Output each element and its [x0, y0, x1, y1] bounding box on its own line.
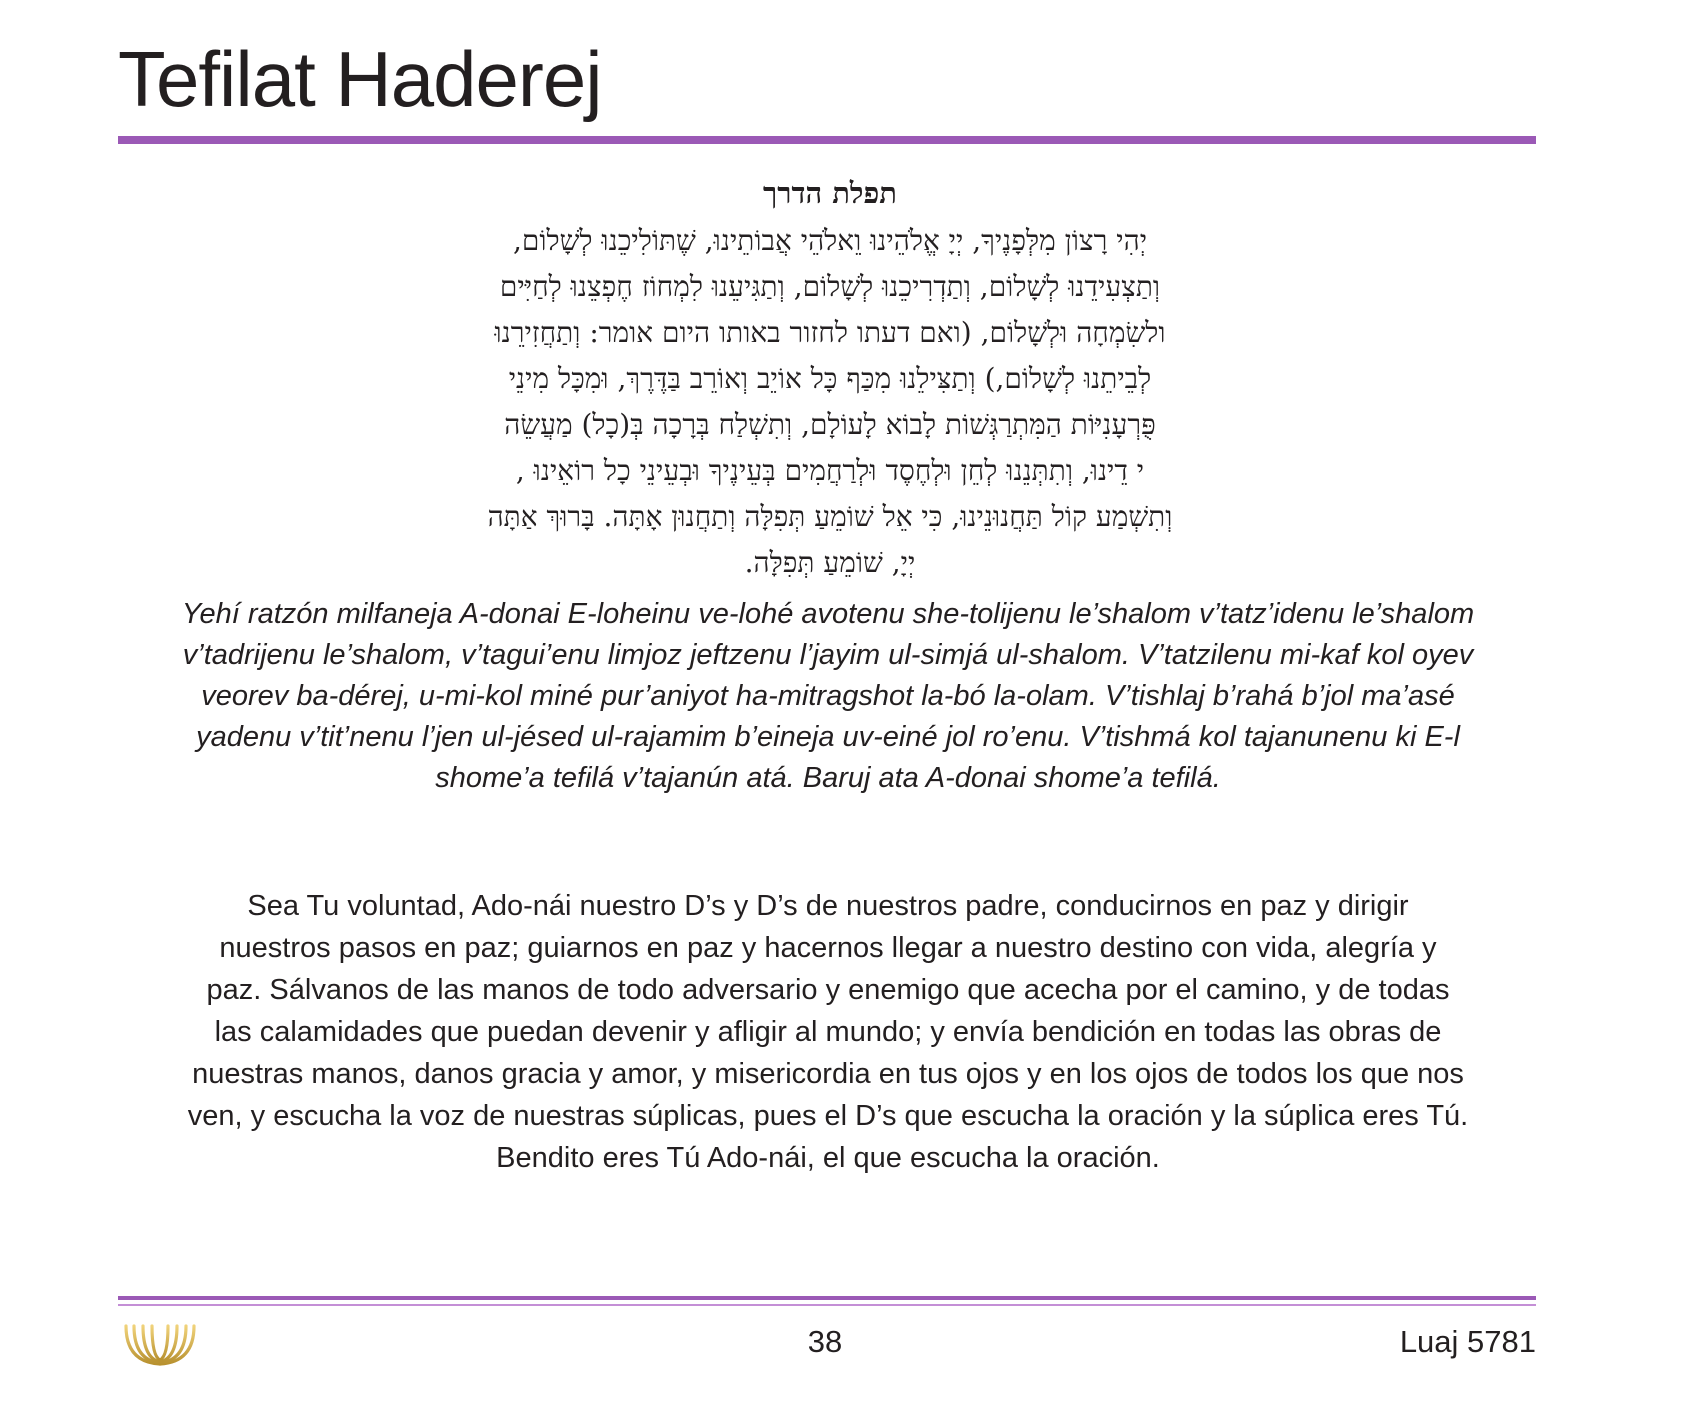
hebrew-line: וְתִשְׁמַע קוֹל תַּחֲנוּנֵינוּ, כִּי אֵל שׁוֹמֵעַ תְּפִלָּה וְתַחֲנוּן אָתָּה. בָּרוּךְ אַתָּה	[487, 500, 1173, 533]
title-divider	[118, 136, 1536, 144]
hebrew-line: ולשִׂמְחָה וּלְשָׁלוֹם, (ואם דעתו לחזור באותו היום אומר: וְתַחֲזִירֵנוּ	[494, 316, 1166, 349]
hebrew-line: יְיָ, שׁוֹמֵעַ תְּפִלָּה.	[744, 546, 916, 579]
spanish-line: nuestras manos, danos gracia y amor, y misericordia en tus ojos y en los ojos de todos los que nos	[192, 1058, 1464, 1090]
spanish-line: las calamidades que puedan devenir y afligir al mundo; y envía bendición en todas las obras de	[214, 1016, 1442, 1048]
transliteration-line: yadenu v’tit’nenu l’jen ul-jésed ul-rajamim b’eineja uv-einé jol ro’enu. V’tishmá kol tajanunenu ki E-l	[196, 721, 1460, 753]
menorah-icon	[122, 1322, 198, 1366]
hebrew-line: לְבֵיתֵנוּ לְשָׁלוֹם,) וְתַצִּילֵנוּ מִכַּף כָּל אוֹיֵב וְאוֹרֵב בַּדֶּרֶךְ, וּמִכָּל מִינֵי	[508, 362, 1152, 395]
hebrew-line: פֻּרְעָנִיּוֹת הַמִּתְרַגְּשׁוֹת לָבוֹא לָעוֹלָם, וְתִשְׁלַח בְּרָכָה בְּ(כָל) מַעֲשֵׂה	[504, 408, 1156, 441]
transliteration-line: Yehí ratzón milfaneja A-donai E-loheinu ve-lohé avotenu she-tolijenu le’shalom v’tatz’idenu le’shalom	[181, 598, 1475, 630]
footer-divider	[118, 1296, 1536, 1300]
publication-label: Luaj 5781	[1399, 1324, 1536, 1359]
transliteration-line: veorev ba-dérej, u-mi-kol miné pur’aniyot ha-mitragshot la-bó la-olam. V’tishlaj b’rahá b’jol ma’asé	[201, 680, 1455, 712]
spanish-line: nuestros pasos en paz; guiarnos en paz y hacernos llegar a nuestro destino con vida, alegría y	[219, 932, 1437, 964]
hebrew-line: יְהִי רָצוֹן מִלְּפָנֶיךָ, יְיָ אֱלֹהֵינוּ וֵאלֹהֵי אֲבוֹתֵינוּ, שֶׁתּוֹלִיכֵנוּ לְשָׁלוֹם,	[512, 224, 1148, 257]
spanish-line: ven, y escucha la voz de nuestras súplicas, pues el D’s que escucha la oración y la súplica eres Tú.	[187, 1100, 1469, 1132]
hebrew-heading: תפלת הדרך	[763, 176, 897, 210]
hebrew-line: י דֵינוּ, וְתִתְּנֵנוּ לְחֵן וּלְחֶסֶד וּלְרַחֲמִים בְּעֵינֶיךָ וּבְעֵינֵי כָל רוֹאֵינוּ ,	[515, 454, 1145, 487]
transliteration-line: v’tadrijenu le’shalom, v’tagui’enu limjoz jeftzenu l’jayim ul-simjá ul-shalom. V’tatzilenu mi-kaf kol oyev	[182, 639, 1474, 671]
transliteration-line: shome’a tefilá v’tajanún atá. Baruj ata A-donai shome’a tefilá.	[435, 762, 1221, 794]
spanish-translation-paragraph	[110, 885, 1546, 1179]
page-number: 38	[807, 1324, 843, 1359]
transliteration-paragraph	[110, 594, 1546, 799]
hebrew-prayer	[330, 168, 1330, 586]
hebrew-line: וְתַצְעִידֵנוּ לְשָׁלוֹם, וְתַדְרִיכֵנוּ לְשָׁלוֹם, וְתַגִּיעֵנוּ לִמְחוֹז חֶפְצֵנוּ לְחַיִּים	[499, 270, 1161, 303]
footer-divider-thin	[118, 1304, 1536, 1306]
page-title: Tefilat Haderej	[118, 35, 602, 123]
spanish-line: paz. Sálvanos de las manos de todo adversario y enemigo que acecha por el camino, y de todas	[206, 974, 1450, 1006]
spanish-line: Bendito eres Tú Ado-nái, el que escucha la oración.	[496, 1142, 1160, 1174]
spanish-line: Sea Tu voluntad, Ado-nái nuestro D’s y D’s de nuestros padre, conducirnos en paz y dirigir	[247, 890, 1409, 922]
